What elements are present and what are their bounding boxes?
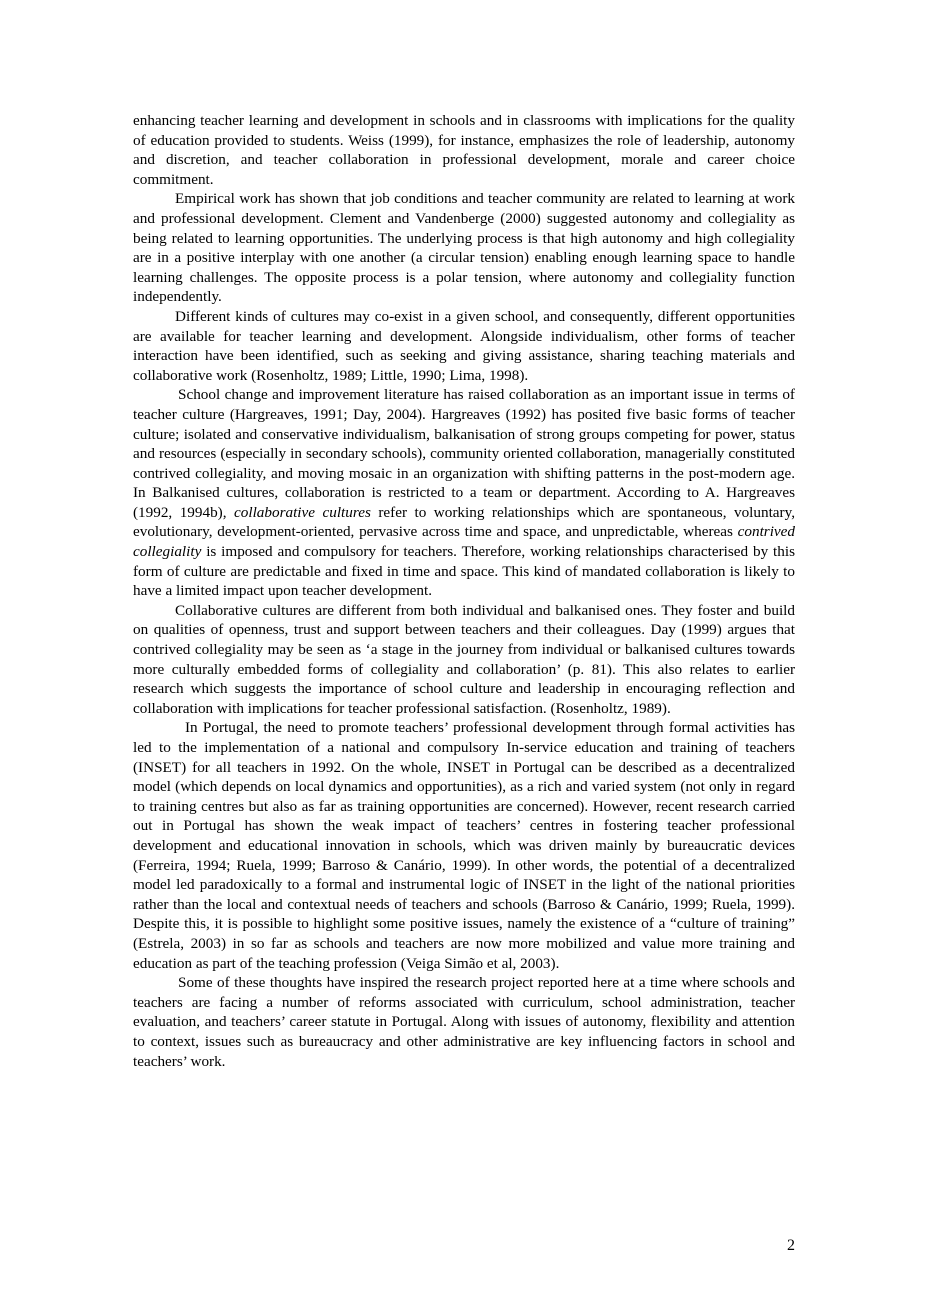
paragraph-6-text: In Portugal, the need to promote teachers’ professional development through formal activities has led to the implementation of a national and compulsory In-service education and training of teachers (INSET) for all teachers in 1992. On the whole, INSET in Portugal can be described as a decentralized model (which depends on local dynamics and opportunities), as a rich and varied system (not only in regard to training centres but also as far as training opportunities are concerned). However, recent research carried out in Portugal has shown the weak impact of teachers’ centres in fostering teacher professional development and educational innovation in schools, which was driven mainly by bureaucratic devices (Ferreira, 1994; Ruela, 1999; Barroso & Canário, 1999). In other words, the potential of a decentralized model led paradoxically to a formal and instrumental logic of INSET in the light of the national priorities rather than the local and contextual needs of teachers and schools (Barroso & Canário, 1999; Ruela, 1999). Despite this, it is possible to highlight some positive issues, namely the existence of a “culture of training” (Estrela, 2003) in so far as schools and teachers are now more mobilized and value more training and education as part of the teaching profession (Veiga Simão et al, 2003). (133, 719, 795, 972)
paragraph-6 (133, 718, 795, 973)
page-number: 2 (787, 1237, 795, 1254)
paragraph-4 (133, 385, 795, 601)
paragraph-2-text: Empirical work has shown that job conditions and teacher community are related to learning at work and professional development. Clement and Vandenberge (2000) suggested autonomy and collegiality as being related to learning opportunities. The underlying process is that high autonomy and high collegiality are in a positive interplay with one another (a circular tension) enabling enough learning space to handle learning challenges. The opposite process is a polar tension, where autonomy and collegiality function independently. (133, 190, 795, 306)
paragraph-4-text-part-2: refer to working relationships which are spontaneous, voluntary, evolutionary, development-oriented, pervasive across time and space, and unpredictable, whereas (133, 503, 795, 541)
paragraph-4-text-part-3: is imposed and compulsory for teachers. Therefore, working relationships characterised by this form of culture are predictable and fixed in time and space. This kind of mandated collaboration is likely to have a limited impact upon teacher development. (133, 543, 795, 600)
paragraph-2 (133, 189, 795, 307)
collaborative-cultures-term: collaborative cultures (234, 503, 371, 521)
contrived-collegiality-term: contrived collegiality (133, 523, 795, 561)
paragraph-5-text: Collaborative cultures are different from both individual and balkanised ones. They foster and build on qualities of openness, trust and support between teachers and their colleagues. Day (1999) argues that contrived collegiality may be seen as ‘a stage in the journey from individual or balkanised cultures towards more culturally embedded forms of collegiality and collaboration’ (p. 81). This also relates to earlier research which suggests the importance of school culture and leadership in encouraging reflection and collaboration with implications for teacher professional satisfaction. (Rosenholtz, 1989). (133, 601, 795, 717)
paragraph-5 (133, 601, 795, 719)
document-page (133, 111, 795, 1071)
paragraph-7-text: Some of these thoughts have inspired the research project reported here at a time where schools and teachers are facing a number of reforms associated with curriculum, school administration, teacher evaluation, and teachers’ career statute in Portugal. Along with issues of autonomy, flexibility and attention to context, issues such as bureaucracy and other administrative are key influencing factors in school and teachers’ work. (133, 974, 795, 1070)
paragraph-1 (133, 111, 795, 189)
paragraph-3 (133, 307, 795, 385)
paragraph-7 (133, 973, 795, 1071)
paragraph-3-text: Different kinds of cultures may co-exist in a given school, and consequently, different opportunities are available for teacher learning and development. Alongside individualism, other forms of teacher interaction have been identified, such as seeking and giving assistance, sharing teaching materials and collaborative work (Rosenholtz, 1989; Little, 1990; Lima, 1998). (133, 307, 795, 384)
paragraph-4-text-part-1: School change and improvement literature has raised collaboration as an important issue in terms of teacher culture (Hargreaves, 1991; Day, 2004). Hargreaves (1992) has posited five basic forms of teacher culture; isolated and conservative individualism, balkanisation of strong groups competing for power, status and resources (especially in secondary schools), community oriented collaboration, managerially constituted contrived collegiality, and moving mosaic in an organization with shifting patterns in the post-modern age. In Balkanised cultures, collaboration is restricted to a team or department. According to A. Hargreaves (1992, 1994b), (133, 386, 795, 521)
paragraph-1-text: enhancing teacher learning and development in schools and in classrooms with implications for the quality of education provided to students. Weiss (1999), for instance, emphasizes the role of leadership, autonomy and discretion, and teacher collaboration in professional development, morale and career choice commitment. (133, 112, 795, 188)
